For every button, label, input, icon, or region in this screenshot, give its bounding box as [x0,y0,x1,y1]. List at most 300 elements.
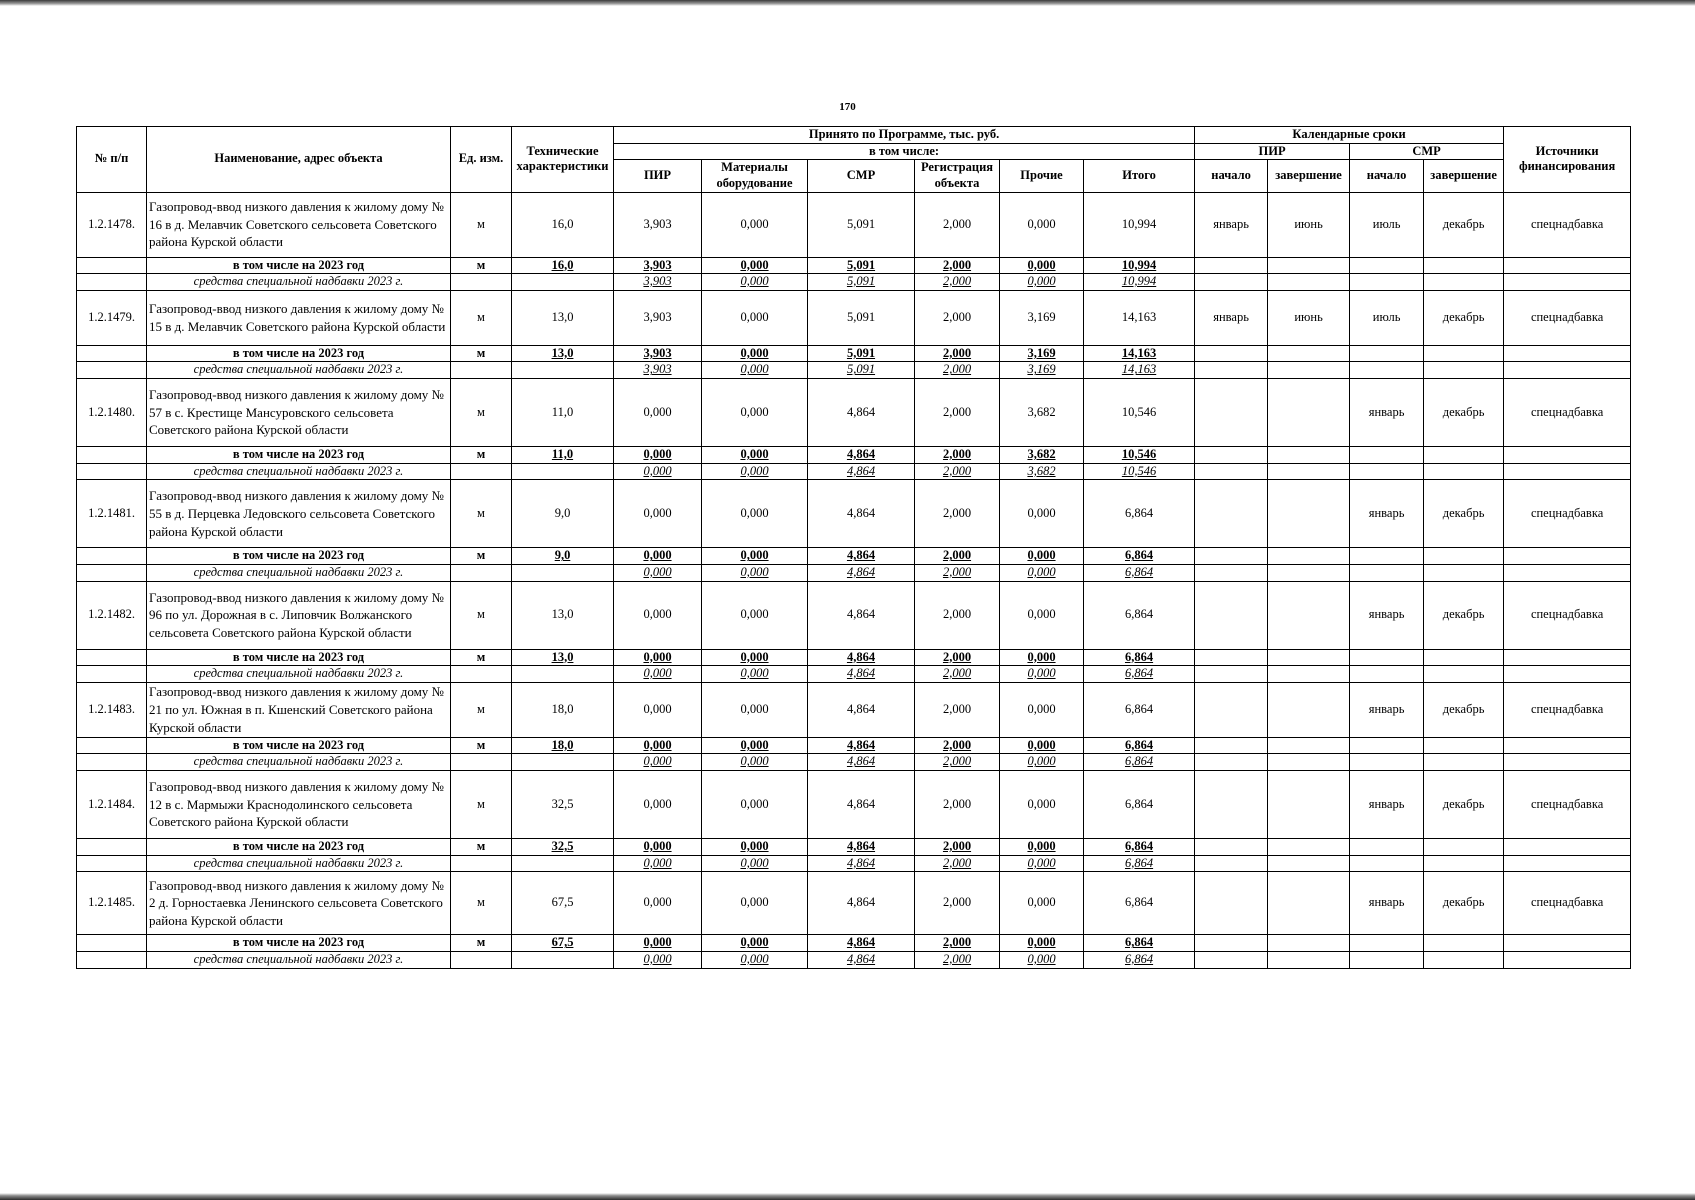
table-row [77,480,1631,548]
subtotal-reg: 2,000 [915,345,1000,362]
subtotal-reg: 2,000 [915,548,1000,565]
fund-empty [1195,754,1268,771]
value-total: 14,163 [1084,290,1195,345]
value-pir: 0,000 [614,581,702,649]
subtotal-row [77,839,1631,856]
value-pir: 0,000 [614,682,702,737]
subtotal-mat: 0,000 [702,345,808,362]
value-mat: 0,000 [702,192,808,257]
source-cell: спецнадбавка [1504,581,1631,649]
subtotal-empty [1268,257,1350,274]
header-total: Итого [1084,160,1195,192]
fund-other: 3,169 [1000,362,1084,379]
fund-other: 0,000 [1000,564,1084,581]
fund-pir: 3,903 [614,274,702,291]
value-mat: 0,000 [702,771,808,839]
subtotal-empty [1350,345,1424,362]
scan-edge-bottom [0,1193,1695,1200]
calendar-pir-start: январь [1195,192,1268,257]
value-reg: 2,000 [915,682,1000,737]
subtotal-unit: м [451,257,512,274]
subtotal-empty [1504,839,1631,856]
subtotal-empty [1350,737,1424,754]
fund-total: 6,864 [1084,666,1195,683]
value-smr: 4,864 [808,771,915,839]
subtotal-tech: 9,0 [512,548,614,565]
fund-mat: 0,000 [702,564,808,581]
subtotal-empty [1195,548,1268,565]
subtotal-empty [1504,257,1631,274]
value-reg: 2,000 [915,290,1000,345]
calendar-smr-end: декабрь [1424,480,1504,548]
fund-pir: 3,903 [614,362,702,379]
value-pir: 0,000 [614,379,702,447]
subtotal-row [77,548,1631,565]
fund-other: 3,682 [1000,463,1084,480]
source-cell: спецнадбавка [1504,682,1631,737]
tech-cell: 9,0 [512,480,614,548]
value-total: 6,864 [1084,771,1195,839]
fund-other: 0,000 [1000,951,1084,968]
fund-empty [512,951,614,968]
fund-empty [1350,666,1424,683]
fund-label: средства специальной надбавки 2023 г. [147,362,451,379]
header-sources: Источники финансирования [1504,127,1631,193]
fund-empty [1195,274,1268,291]
header-including: в том числе: [614,143,1195,160]
row-number: 1.2.1483. [77,682,147,737]
fund-mat: 0,000 [702,666,808,683]
calendar-pir-end [1268,581,1350,649]
subtotal-unit: м [451,548,512,565]
table-row [77,872,1631,935]
fund-label: средства специальной надбавки 2023 г. [147,754,451,771]
subtotal-total: 6,864 [1084,737,1195,754]
subtotal-reg: 2,000 [915,257,1000,274]
calendar-smr-start: июль [1350,290,1424,345]
header-smr: СМР [808,160,915,192]
subtotal-empty [1195,649,1268,666]
subtotal-empty [1504,548,1631,565]
fund-reg: 2,000 [915,754,1000,771]
subtotal-tech: 16,0 [512,257,614,274]
fund-empty [1424,754,1504,771]
value-pir: 0,000 [614,771,702,839]
header-registration: Регистрация объекта [915,160,1000,192]
subtotal-pir: 0,000 [614,649,702,666]
object-name: Газопровод-ввод низкого давления к жилому дому № 16 в д. Мелавчик Советского сельсовета Советского района Курской области [147,192,451,257]
source-cell: спецнадбавка [1504,771,1631,839]
row-number: 1.2.1478. [77,192,147,257]
header-materials: Материалы оборудование [702,160,808,192]
fund-mat: 0,000 [702,754,808,771]
fund-spacer [77,951,147,968]
header-tech: Технические характеристики [512,127,614,193]
subtotal-empty [1195,935,1268,952]
fund-reg: 2,000 [915,362,1000,379]
table-row [77,290,1631,345]
subtotal-total: 6,864 [1084,839,1195,856]
value-reg: 2,000 [915,192,1000,257]
fund-empty [1268,951,1350,968]
subtotal-smr: 5,091 [808,257,915,274]
value-mat: 0,000 [702,290,808,345]
subtotal-empty [1268,345,1350,362]
fund-empty [512,362,614,379]
subtotal-empty [1268,548,1350,565]
calendar-pir-start [1195,581,1268,649]
fund-row [77,666,1631,683]
value-other: 0,000 [1000,192,1084,257]
subtotal-other: 3,169 [1000,345,1084,362]
subtotal-spacer [77,345,147,362]
fund-smr: 4,864 [808,463,915,480]
fund-empty [1424,362,1504,379]
subtotal-empty [1504,737,1631,754]
subtotal-spacer [77,447,147,464]
value-total: 10,994 [1084,192,1195,257]
row-number: 1.2.1484. [77,771,147,839]
fund-empty [512,274,614,291]
fund-total: 10,546 [1084,463,1195,480]
subtotal-label: в том числе на 2023 год [147,257,451,274]
unit-cell: м [451,682,512,737]
fund-empty [512,564,614,581]
table-row [77,379,1631,447]
subtotal-row [77,935,1631,952]
header-smr-start: начало [1350,160,1424,192]
fund-pir: 0,000 [614,463,702,480]
unit-cell: м [451,290,512,345]
calendar-smr-end: декабрь [1424,581,1504,649]
subtotal-smr: 4,864 [808,935,915,952]
fund-other: 0,000 [1000,274,1084,291]
fund-smr: 4,864 [808,564,915,581]
fund-spacer [77,362,147,379]
tech-cell: 16,0 [512,192,614,257]
object-name: Газопровод-ввод низкого давления к жилому дому № 96 по ул. Дорожная в с. Липовчик Волжанского сельсовета Советского района Курской области [147,581,451,649]
fund-empty [1268,754,1350,771]
fund-empty [1504,463,1631,480]
subtotal-empty [1504,447,1631,464]
header-pir: ПИР [614,160,702,192]
calendar-smr-end: декабрь [1424,379,1504,447]
subtotal-label: в том числе на 2023 год [147,548,451,565]
subtotal-total: 10,546 [1084,447,1195,464]
fund-empty [1504,666,1631,683]
subtotal-reg: 2,000 [915,935,1000,952]
tech-cell: 18,0 [512,682,614,737]
subtotal-tech: 13,0 [512,345,614,362]
fund-empty [1195,855,1268,872]
header-pir-end: завершение [1268,160,1350,192]
fund-empty [1268,564,1350,581]
source-cell: спецнадбавка [1504,480,1631,548]
fund-spacer [77,564,147,581]
value-mat: 0,000 [702,480,808,548]
fund-empty [1424,951,1504,968]
fund-row [77,754,1631,771]
fund-total: 14,163 [1084,362,1195,379]
value-pir: 0,000 [614,480,702,548]
fund-reg: 2,000 [915,463,1000,480]
value-smr: 4,864 [808,581,915,649]
fund-total: 10,994 [1084,274,1195,291]
value-other: 3,169 [1000,290,1084,345]
fund-empty [1268,362,1350,379]
fund-label: средства специальной надбавки 2023 г. [147,855,451,872]
unit-cell: м [451,581,512,649]
fund-empty [1268,274,1350,291]
fund-empty [1268,666,1350,683]
subtotal-other: 0,000 [1000,839,1084,856]
subtotal-empty [1504,935,1631,952]
fund-spacer [77,463,147,480]
value-reg: 2,000 [915,379,1000,447]
subtotal-label: в том числе на 2023 год [147,935,451,952]
subtotal-total: 10,994 [1084,257,1195,274]
subtotal-total: 6,864 [1084,548,1195,565]
fund-empty [1195,666,1268,683]
subtotal-empty [1195,447,1268,464]
fund-spacer [77,274,147,291]
subtotal-pir: 0,000 [614,737,702,754]
calendar-smr-start: январь [1350,581,1424,649]
value-mat: 0,000 [702,682,808,737]
calendar-smr-start: январь [1350,480,1424,548]
subtotal-row [77,345,1631,362]
fund-empty [1424,274,1504,291]
value-smr: 5,091 [808,192,915,257]
subtotal-smr: 4,864 [808,839,915,856]
fund-empty [1424,463,1504,480]
subtotal-empty [1504,649,1631,666]
calendar-pir-end [1268,480,1350,548]
subtotal-pir: 0,000 [614,447,702,464]
value-total: 6,864 [1084,872,1195,935]
calendar-smr-start: июль [1350,192,1424,257]
fund-pir: 0,000 [614,951,702,968]
fund-spacer [77,855,147,872]
subtotal-empty [1195,737,1268,754]
subtotal-mat: 0,000 [702,737,808,754]
calendar-pir-start [1195,480,1268,548]
value-reg: 2,000 [915,581,1000,649]
subtotal-total: 14,163 [1084,345,1195,362]
subtotal-mat: 0,000 [702,548,808,565]
fund-empty [451,666,512,683]
subtotal-row [77,649,1631,666]
calendar-smr-end: декабрь [1424,872,1504,935]
fund-mat: 0,000 [702,362,808,379]
value-other: 0,000 [1000,682,1084,737]
subtotal-empty [1268,839,1350,856]
subtotal-smr: 5,091 [808,345,915,362]
calendar-pir-end [1268,682,1350,737]
value-reg: 2,000 [915,872,1000,935]
fund-empty [1504,951,1631,968]
fund-empty [512,463,614,480]
subtotal-reg: 2,000 [915,447,1000,464]
fund-total: 6,864 [1084,564,1195,581]
value-smr: 5,091 [808,290,915,345]
subtotal-pir: 0,000 [614,839,702,856]
header-unit: Ед. изм. [451,127,512,193]
calendar-pir-end [1268,379,1350,447]
subtotal-pir: 3,903 [614,257,702,274]
calendar-pir-end: июнь [1268,192,1350,257]
subtotal-empty [1504,345,1631,362]
subtotal-spacer [77,935,147,952]
subtotal-empty [1268,649,1350,666]
subtotal-spacer [77,257,147,274]
fund-spacer [77,754,147,771]
header-num: № п/п [77,127,147,193]
value-other: 3,682 [1000,379,1084,447]
subtotal-empty [1350,548,1424,565]
header-pir-start: начало [1195,160,1268,192]
value-smr: 4,864 [808,872,915,935]
table-row [77,581,1631,649]
subtotal-empty [1195,345,1268,362]
scan-edge-top [0,0,1695,6]
fund-empty [1504,754,1631,771]
fund-empty [451,362,512,379]
fund-row [77,855,1631,872]
value-mat: 0,000 [702,581,808,649]
row-number: 1.2.1485. [77,872,147,935]
subtotal-empty [1268,935,1350,952]
calendar-smr-start: январь [1350,872,1424,935]
fund-row [77,274,1631,291]
subtotal-mat: 0,000 [702,257,808,274]
subtotal-mat: 0,000 [702,839,808,856]
fund-label: средства специальной надбавки 2023 г. [147,951,451,968]
subtotal-mat: 0,000 [702,649,808,666]
subtotal-label: в том числе на 2023 год [147,737,451,754]
subtotal-empty [1350,839,1424,856]
tech-cell: 67,5 [512,872,614,935]
tech-cell: 11,0 [512,379,614,447]
value-total: 10,546 [1084,379,1195,447]
fund-total: 6,864 [1084,951,1195,968]
header-cal-pir: ПИР [1195,143,1350,160]
subtotal-spacer [77,839,147,856]
fund-empty [512,855,614,872]
subtotal-other: 0,000 [1000,737,1084,754]
fund-empty [1195,951,1268,968]
fund-smr: 5,091 [808,362,915,379]
fund-empty [512,754,614,771]
fund-empty [1350,951,1424,968]
fund-label: средства специальной надбавки 2023 г. [147,666,451,683]
fund-reg: 2,000 [915,564,1000,581]
fund-empty [1504,362,1631,379]
calendar-pir-start [1195,771,1268,839]
header-smr-end: завершение [1424,160,1504,192]
calendar-pir-end [1268,771,1350,839]
subtotal-other: 0,000 [1000,548,1084,565]
subtotal-label: в том числе на 2023 год [147,649,451,666]
fund-empty [451,564,512,581]
fund-empty [1350,274,1424,291]
fund-row [77,564,1631,581]
subtotal-spacer [77,737,147,754]
fund-other: 0,000 [1000,855,1084,872]
unit-cell: м [451,379,512,447]
calendar-smr-end: декабрь [1424,290,1504,345]
fund-empty [1504,274,1631,291]
fund-pir: 0,000 [614,564,702,581]
subtotal-smr: 4,864 [808,548,915,565]
value-pir: 3,903 [614,192,702,257]
calendar-smr-start: январь [1350,771,1424,839]
value-smr: 4,864 [808,682,915,737]
subtotal-unit: м [451,737,512,754]
subtotal-label: в том числе на 2023 год [147,447,451,464]
subtotal-empty [1350,935,1424,952]
row-number: 1.2.1482. [77,581,147,649]
fund-empty [1268,463,1350,480]
subtotal-empty [1424,839,1504,856]
fund-empty [451,754,512,771]
fund-mat: 0,000 [702,463,808,480]
subtotal-row [77,257,1631,274]
subtotal-unit: м [451,839,512,856]
fund-reg: 2,000 [915,855,1000,872]
value-mat: 0,000 [702,379,808,447]
subtotal-reg: 2,000 [915,649,1000,666]
header-other: Прочие [1000,160,1084,192]
calendar-smr-start: январь [1350,682,1424,737]
subtotal-empty [1350,649,1424,666]
subtotal-tech: 18,0 [512,737,614,754]
fund-other: 0,000 [1000,754,1084,771]
calendar-smr-end: декабрь [1424,771,1504,839]
object-name: Газопровод-ввод низкого давления к жилому дому № 2 д. Горностаевка Ленинского сельсовета Советского района Курской области [147,872,451,935]
subtotal-unit: м [451,649,512,666]
subtotal-reg: 2,000 [915,737,1000,754]
source-cell: спецнадбавка [1504,379,1631,447]
subtotal-unit: м [451,345,512,362]
header-accepted: Принято по Программе, тыс. руб. [614,127,1195,144]
subtotal-empty [1350,447,1424,464]
value-total: 6,864 [1084,682,1195,737]
subtotal-total: 6,864 [1084,649,1195,666]
calendar-pir-start: январь [1195,290,1268,345]
subtotal-row [77,737,1631,754]
subtotal-mat: 0,000 [702,935,808,952]
unit-cell: м [451,480,512,548]
subtotal-label: в том числе на 2023 год [147,839,451,856]
fund-smr: 5,091 [808,274,915,291]
subtotal-pir: 3,903 [614,345,702,362]
fund-empty [1268,855,1350,872]
subtotal-other: 3,682 [1000,447,1084,464]
source-cell: спецнадбавка [1504,290,1631,345]
program-table [76,126,1631,969]
fund-label: средства специальной надбавки 2023 г. [147,274,451,291]
fund-empty [1195,362,1268,379]
unit-cell: м [451,192,512,257]
tech-cell: 13,0 [512,581,614,649]
fund-empty [1350,564,1424,581]
subtotal-label: в том числе на 2023 год [147,345,451,362]
value-other: 0,000 [1000,872,1084,935]
table-body [77,192,1631,968]
fund-empty [451,274,512,291]
subtotal-unit: м [451,935,512,952]
